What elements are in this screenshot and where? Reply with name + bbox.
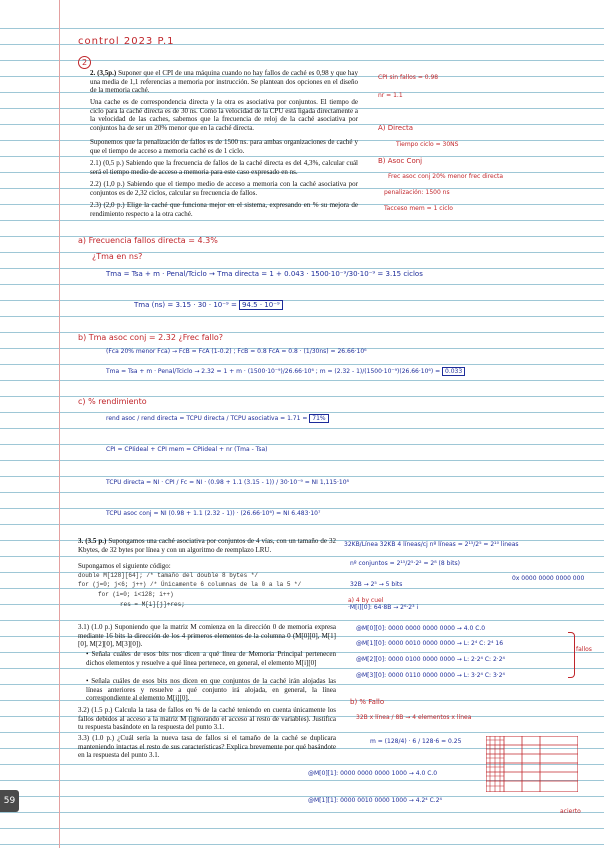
problem3-code-intro: Supongamos el siguiente código: — [78, 562, 171, 570]
ruled-line — [0, 412, 604, 413]
ruled-line — [0, 620, 604, 621]
note-tiempo-ciclo: Tiempo ciclo = 30NS — [396, 141, 459, 148]
problem2-para3: Suponemos que la penalización de fallos es de 1500 ns. para ambas organizaciones de caché y que el tiempo de acceso a memoria caché es de 1 ciclo. — [90, 138, 358, 155]
answer-b-title: b) Tma asoc conj = 2.32 ¿Frec fallo? — [78, 333, 224, 342]
problem2-intro: 2. (3,5p.) Suponer que el CPI de una máquina cuando no hay fallos de caché es 0,98 y que hay una media de 1,1 referencias a memoria por instrucción. Se plantean dos opciones en el diseño de la memoria caché. — [90, 69, 359, 95]
note-asoc: B) Asoc Conj — [378, 157, 423, 165]
answer-c-eq1: rend asoc / rend directa = TCPU directa / TCPU asociativa = 1.71 = 71% — [106, 415, 329, 422]
note3-lineas: 32KB/Línea 32KB 4 líneas/cj nº líneas = 2¹⁵/2⁵ = 2¹⁰ lineas — [344, 541, 519, 548]
addr-m10: @M[1][0]: 0000 0010 0000 0000 → L: 2⁴ C: 2⁴ 16 — [356, 640, 504, 647]
code-line-4: res = M[i][j]+res; — [120, 601, 185, 608]
ruled-line — [0, 828, 604, 829]
note3-b-m: m = (128/4) · 6 / 128·6 = 0.25 — [370, 738, 462, 745]
addr-m00: @M[0][0]: 0000 0000 0000 0000 → 4.0 C.0 — [356, 625, 486, 632]
answer-a-eq1: Tma = Tsa + m · Penal/Tciclo → Tma directa = 1 + 0.043 · 1500·10⁻⁹/30·10⁻⁹ = 3.15 ciclos — [106, 270, 423, 278]
section-number: 2 — [78, 56, 91, 69]
ruled-line — [0, 732, 604, 733]
answer-a-title: a) Frecuencia fallos directa = 4.3% — [78, 236, 218, 245]
ruled-line — [0, 668, 604, 669]
note3-conjuntos: nº conjuntos = 2¹⁵/2⁵·2² = 2⁸ (8 bits) — [350, 560, 460, 567]
fallos-brace — [568, 632, 575, 678]
ruled-line — [0, 364, 604, 365]
code-line-1: double M[128][64]; /* tamaño del double 8 bytes */ — [78, 572, 259, 579]
note3-hex: 0x 0000 0000 0000 000 — [512, 575, 585, 582]
ruled-line — [0, 796, 604, 797]
note3-acierto: acierto — [560, 808, 581, 815]
ruled-line — [0, 556, 604, 557]
answer-c-eq4: TCPU asoc conj = NI (0.98 + 1.1 (2.32 - 1)) · (26.66·10⁶) = NI 6.483·10⁷ — [106, 510, 321, 517]
page-title: control 2023 P.1 — [78, 36, 175, 47]
question-3-3: 3.3) (1.0 p.) ¿Cuál sería la nueva tasa de fallos si el tamaño de la caché se duplicara manteniendo intactas el resto de sus características? Explica brevemente por qué basándote en la respuesta del punto 3.1. — [78, 734, 336, 760]
code-line-3: for (i=0; i<128; i++) — [98, 591, 174, 598]
question-3-1: 3.1) (1.0 p.) Suponiendo que la matriz M comienza en la dirección 0 de memoria expresa mediante 16 bits la dirección de los 4 primeros elementos de la columna 0 (M[0][0], M[1][0], M[2][0], M[3][0]). — [78, 623, 336, 649]
note-frec: Frec asoc conj 20% menor frec directa — [388, 173, 504, 180]
ruled-line — [0, 284, 604, 285]
addr-m20: @M[2][0]: 0000 0100 0000 0000 → L: 2·2⁴ C: 2·2⁴ — [356, 656, 505, 663]
ruled-line — [0, 316, 604, 317]
question-3-2: 3.2) (1.5 p.) Calcula la tasa de fallos en % de la caché teniendo en cuenta únicamente los fallos debidos al acceso a la matriz M (ignorando el acceso al resto de variables). Justifica tu respuesta basándote en la respuesta del punto 3.1. — [78, 706, 336, 732]
problem3-intro: 3. (3.5 p.) Supongamos una caché asociativa por conjuntos de 4 vías, con un tamaño de 32 Kbytes, de 32 bytes por línea y con un algoritmo de reemplazo LRU. — [78, 537, 336, 554]
ruled-line — [0, 508, 604, 509]
ruled-line — [0, 28, 604, 29]
question-2-3: 2.3) (2,0 p.) Elige la caché que funciona mejor en el sistema, expresando en % su mejora de rendimiento respecto a la otra caché. — [90, 201, 358, 218]
ruled-line — [0, 492, 604, 493]
ruled-line — [0, 460, 604, 461]
note3-fallos: fallos — [576, 646, 592, 653]
answer-c-result: 71% — [309, 414, 328, 423]
problem2-para2: Una cache es de correspondencia directa y la otra es asociativa por conjuntos. El tiempo de ciclo para la caché directa es de 30 ns. Como la velocidad de la CPU está ligada directamente a la velocidad de las caches, sabemos que la frecuencia de reloj de la caché asociativa por conjuntos ha de ser un 20% menor que en la caché directa. — [90, 98, 358, 132]
code-line-2: for (j=0; j<6; j++) /* Únicamente 6 columnas de la 0 a la 5 */ — [78, 581, 302, 588]
question-3-1-bullet1: • Señala cuáles de esos bits nos dicen a qué línea de Memoria Principal pertenecen dichos elementos y resuelve a qué línea pertenece, en general, el elemento M[i][0] — [86, 650, 336, 667]
note3-m: ·M[i][0]: 64·8B → 2⁶·2³ i — [348, 604, 419, 611]
margin-line — [59, 0, 60, 848]
ruled-line — [0, 844, 604, 845]
page-number-badge: 59 — [0, 790, 19, 812]
note3-bottom-2: @M[1][1]: 0000 0010 0000 1000 → 4.2⁴ C.2⁴ — [308, 797, 442, 804]
note-penal: penalización: 1500 ns — [384, 189, 450, 196]
answer-b-result: 0.033 — [442, 367, 465, 376]
ruled-line — [0, 444, 604, 445]
ruled-line — [0, 380, 604, 381]
ruled-line — [0, 268, 604, 269]
note3-b-calc: 32B x línea / 8B → 4 elementos x línea — [356, 714, 472, 721]
question-2-2: 2.2) (1,0 p.) Sabiendo que el tiempo medio de acceso a memoria con la caché asociativa por conjuntos es de 2,32 ciclos, calcular su frecuencia de fallos. — [90, 180, 358, 197]
answer-a-eq2: Tma (ns) = 3.15 · 30 · 10⁻⁹ = 94.5 · 10⁻⁹ — [134, 301, 283, 309]
answer-c-eq2: CPI = CPIideal + CPI mem = CPIideal + nr (Tma - Tsa) — [106, 446, 268, 453]
note3-bytes: 32B → 2⁵ → 5 bits — [350, 581, 403, 588]
ruled-line — [0, 476, 604, 477]
note3-bottom-1: @M[0][1]: 0000 0000 0000 1000 → 4.0 C.0 — [308, 770, 438, 777]
cache-grid-drawing — [486, 736, 578, 792]
answer-a-result: 94.5 · 10⁻⁹ — [239, 300, 283, 310]
answer-a-question: ¿Tma en ns? — [92, 252, 143, 261]
ruled-line — [0, 156, 604, 157]
question-3-1-bullet2: • Señala cuáles de esos bits nos dicen en que conjuntos de la caché irán alojadas las líneas anteriores y resuelve a qué conjunto irá alojada, en general, la línea correspondiente al elemento M[i][0]. — [86, 677, 337, 703]
question-2-1: 2.1) (0,5 p.) Sabiendo que la frecuencia de fallos de la caché directa es del 4,3%, calcular cuál será el tiempo medio de acceso a memoria para este caso expresado en ns. — [90, 159, 358, 176]
answer-c-eq3: TCPU directa = NI · CPI / Fc = NI · (0.98 + 1.1 (3.15 - 1)) / 30·10⁻⁹ = NI 1,115·10⁸ — [106, 479, 349, 486]
addr-m30: @M[3][0]: 0000 0110 0000 0000 → L: 3·2⁴ C: 3·2⁴ — [356, 672, 505, 679]
answer-b-eq1: (Fca 20% menor Fca) → FcB = FcA (1-0.2) ; FcB = 0.8 FcA = 0.8 · (1/30ns) = 26.66·10⁶ — [106, 348, 367, 355]
answer-b-eq2: Tma = Tsa + m · Penal/Tciclo → 2.32 = 1 + m · (1500·10⁻⁹)/26.66·10⁶ ; m = (2.32 - 1)/(1500·10⁻⁹)(26.66·10⁶) = 0.033 — [106, 367, 584, 376]
note3-b-fallo: b) % Fallo — [350, 698, 385, 706]
ruled-line — [0, 220, 604, 221]
note-cpi: CPI sin fallos = 0.98 — [378, 74, 439, 81]
ruled-line — [0, 812, 604, 813]
note3-a: a) 4 by cuel — [348, 597, 384, 604]
ruled-line — [0, 524, 604, 525]
note-nr: nr = 1.1 — [378, 92, 403, 99]
answer-c-title: c) % rendimiento — [78, 397, 147, 406]
note-tacceso: Tacceso mem = 1 ciclo — [384, 205, 453, 212]
note-directa: A) Directa — [378, 124, 413, 132]
ruled-line — [0, 428, 604, 429]
ruled-line — [0, 300, 604, 301]
ruled-line — [0, 252, 604, 253]
